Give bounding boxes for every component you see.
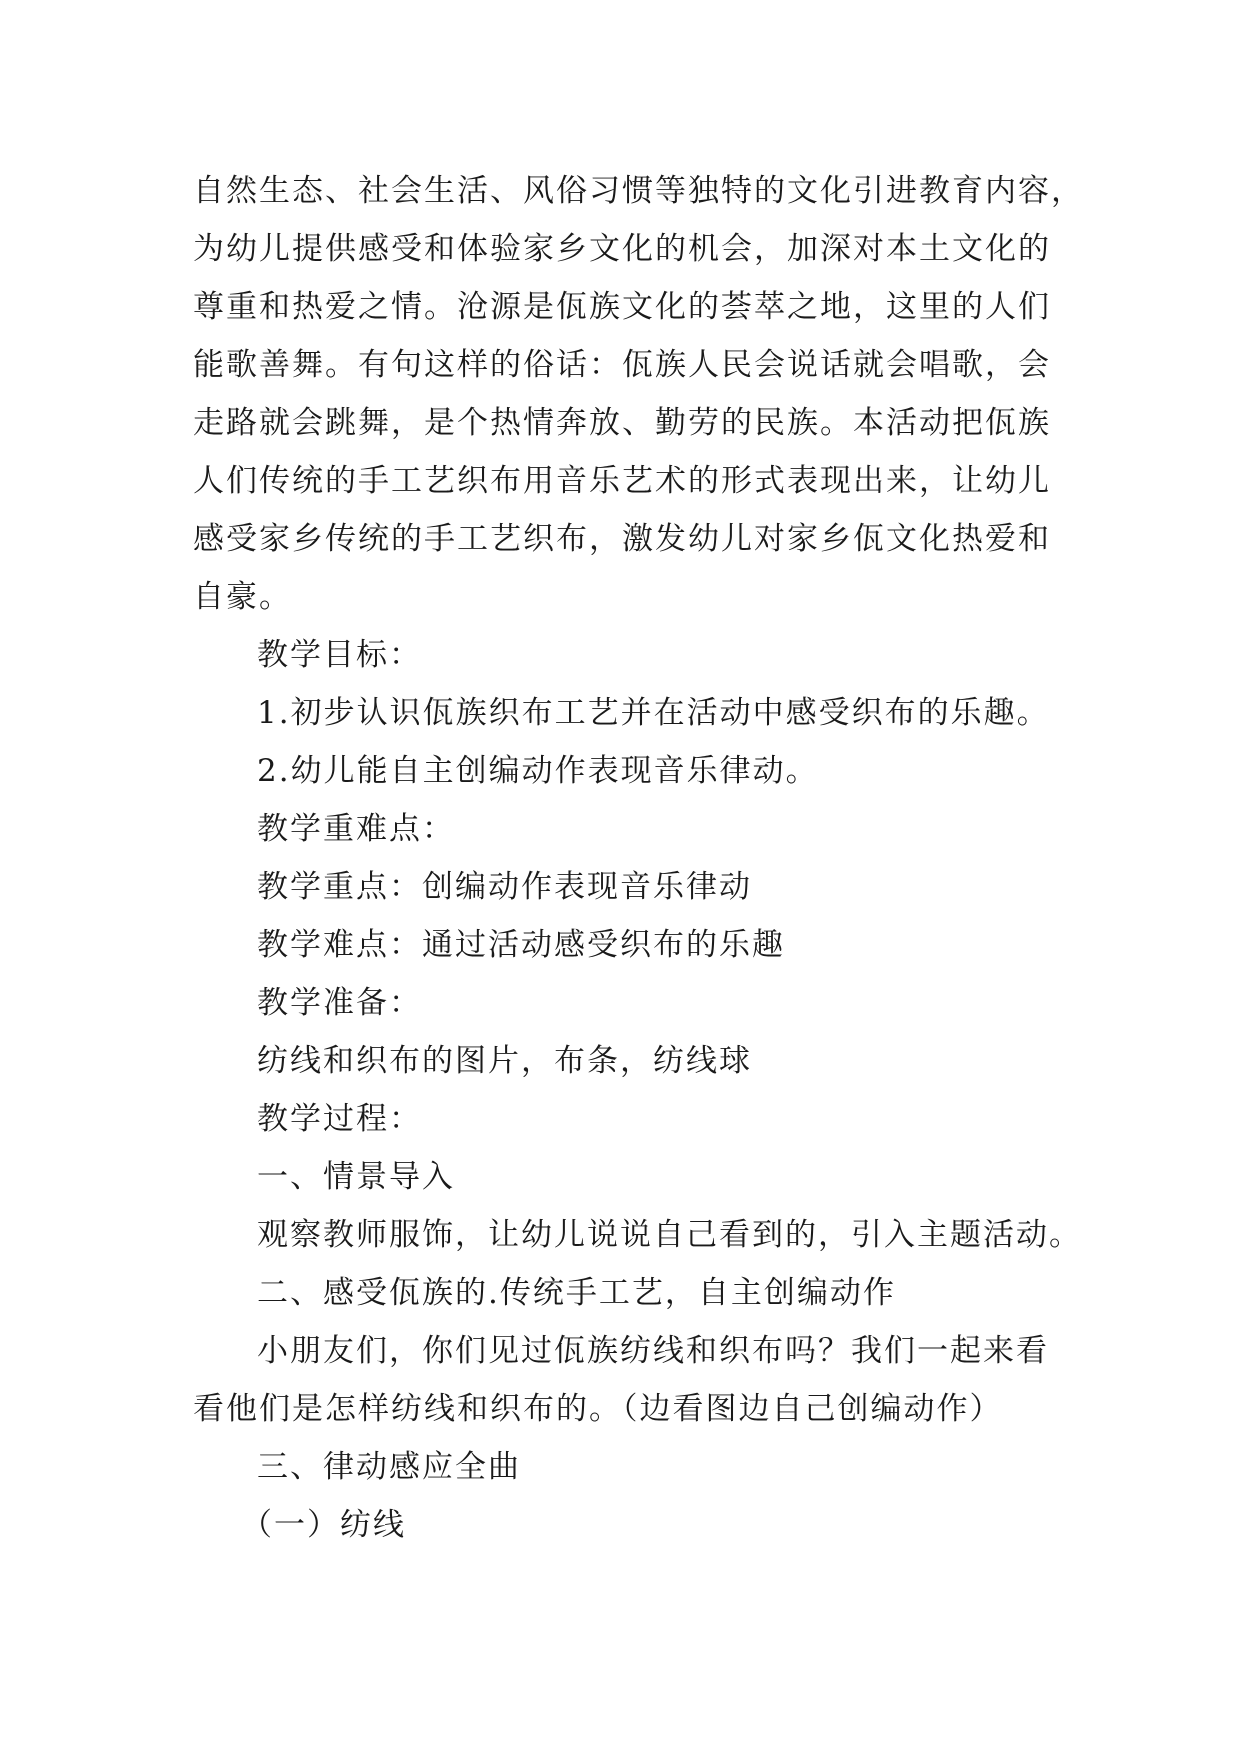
text-line: 自然生态、社会生活、风俗习惯等独特的文化引进教育内容， <box>193 173 1084 209</box>
text-line: 为幼儿提供感受和体验家乡文化的机会，加深对本土文化的 <box>193 231 1051 267</box>
text-line: 自豪。 <box>193 579 292 615</box>
subsection-heading: （一）纺线 <box>241 1507 406 1543</box>
text-line: 教学重点：创编动作表现音乐律动 <box>257 869 752 905</box>
subsection-heading: 一、情景导入 <box>257 1159 455 1195</box>
text-line: 尊重和热爱之情。沧源是佤族文化的荟萃之地，这里的人们 <box>193 289 1051 325</box>
document-body <box>193 162 1084 1554</box>
text-line: 观察教师服饰，让幼儿说说自己看到的，引入主题活动。 <box>257 1217 1082 1253</box>
text-line: 小朋友们，你们见过佤族纺线和织布吗？我们一起来看 <box>257 1333 1049 1369</box>
section-heading: 教学重难点： <box>257 811 455 847</box>
subsection-heading: 二、感受佤族的.传统手工艺，自主创编动作 <box>257 1275 896 1311</box>
section-heading: 教学目标： <box>257 637 422 673</box>
subsection-heading: 三、律动感应全曲 <box>257 1449 521 1485</box>
section-heading: 教学准备： <box>257 985 422 1021</box>
list-item: 1.初步认识佤族织布工艺并在活动中感受织布的乐趣。 <box>257 695 1050 731</box>
text-line: 感受家乡传统的手工艺织布，激发幼儿对家乡佤文化热爱和 <box>193 521 1051 557</box>
text-line: 能歌善舞。有句这样的俗话：佤族人民会说话就会唱歌，会 <box>193 347 1051 383</box>
text-line: 纺线和织布的图片，布条，纺线球 <box>257 1043 752 1079</box>
text-line: 走路就会跳舞，是个热情奔放、勤劳的民族。本活动把佤族 <box>193 405 1051 441</box>
section-heading: 教学过程： <box>257 1101 422 1137</box>
list-item: 2.幼儿能自主创编动作表现音乐律动。 <box>257 753 819 789</box>
text-line: 看他们是怎样纺线和织布的。（边看图边自己创编动作） <box>193 1391 1003 1427</box>
text-line: 人们传统的手工艺织布用音乐艺术的形式表现出来，让幼儿 <box>193 463 1051 499</box>
text-line: 教学难点：通过活动感受织布的乐趣 <box>257 927 785 963</box>
